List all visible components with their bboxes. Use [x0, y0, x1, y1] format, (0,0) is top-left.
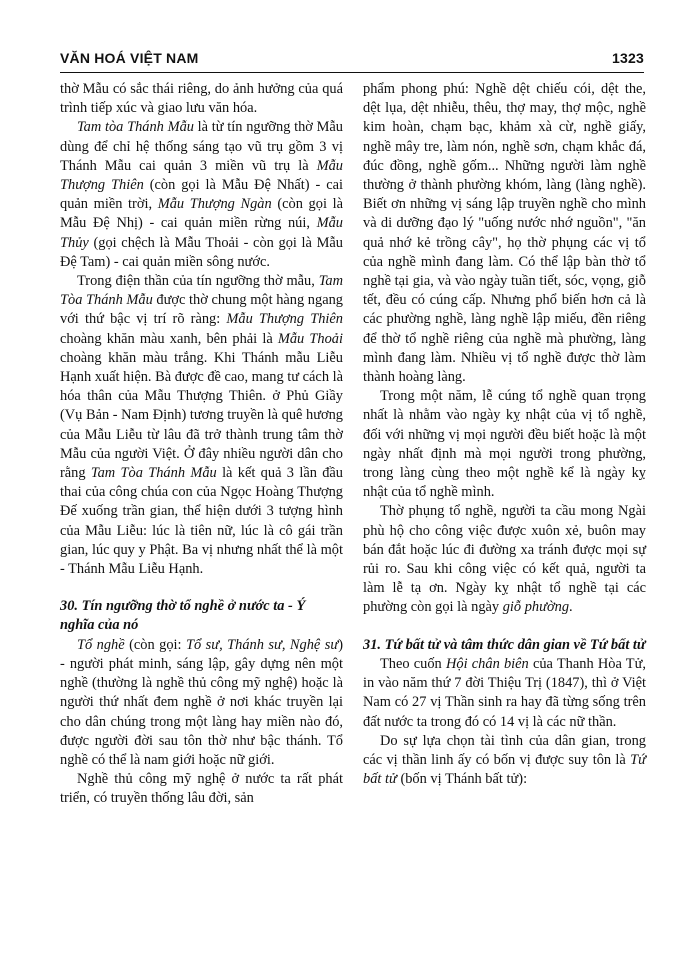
paragraph [60, 636, 343, 770]
text-run: (còn gọi là Mẫu Đệ Nhị) - cai quản miền rừng núi, [60, 196, 343, 232]
text-run: Theo cuốn [380, 655, 446, 672]
italic-term: Tam Tòa Thánh Mẫu [60, 273, 343, 309]
italic-term: Tam Tòa Thánh Mẫu [90, 465, 217, 482]
text-run: là kết quả 3 lần đầu thai của công chúa con của Ngọc Hoàng Thượng Đế xuống trần gian, thể hiện dưới 3 tượng hình của Mẫu Liễu: lúc là tiên nữ, lúc là cô gái trần gian, lúc quy y Phật. Ba vị nhưng nhất thể là một - Thánh Mẫu Liễu Hạnh. [60, 465, 344, 578]
text-run: ) - người phát minh, sáng lập, gây dựng nên một nghề (thường là nghề thủ công mỹ nghệ) hoặc là người thứ nhất đem nghề ở nơi khác truyền lại cho dân chúng trong một làng hay miền nào đó, được người đời sau tôn thờ như bậc thánh. Tổ nghề có thể là nam giới hoặc nữ giới. [60, 636, 343, 768]
italic-term: Mẫu Thượng Thiên [60, 157, 343, 194]
text-run: (còn gọi là Mẫu Đệ Nhất) - cai quản miền trời, [60, 177, 343, 213]
section-gap [363, 618, 646, 636]
italic-term: Mẫu Thủy [60, 215, 343, 251]
text-run: Trong điện thần của tín ngưỡng thờ mẫu, [77, 273, 319, 290]
header-rule [60, 72, 644, 73]
section-gap [60, 579, 343, 597]
text-run: choàng khăn màu trắng. Khi Thánh mẫu Liễu Hạnh xuất hiện. Bà được đề cao, mang tư cách là hóa thân của Mẫu Thượng Thiên. ở Phủ Giầy (Vụ Bản - Nam Định) tương truyền là quê hương của Mẫu Liễu từ lâu đã trở thành trung tâm thờ Mẫu của người Việt. Ở đây nhiều người dân cho rằng [60, 349, 343, 482]
paragraph [363, 655, 646, 732]
running-title: VĂN HOÁ VIỆT NAM [60, 50, 199, 66]
paragraph: Nghề thủ công mỹ nghệ ở nước ta rất phát triển, có truyền thống lâu đời, sản [60, 771, 343, 807]
text-run: của Thanh Hòa Tử, in vào năm thứ 7 đời Thiệu Trị (1847), thì ở Việt Nam có 27 vị Thần sinh ra hay đã từng sống trên đất nước ta trong đó có 14 vị là các nữ thần. [363, 655, 646, 730]
left-column [60, 80, 343, 809]
text-run: (bốn vị Thánh bất tử): [396, 771, 528, 788]
italic-term: Mẫu Thoải [277, 330, 343, 347]
section-heading-31: 31. Tứ bất tử và tâm thức dân gian về Tứ bất tử [363, 636, 646, 653]
paragraph: phẩm phong phú: Nghề dệt chiếu cói, dệt the, dệt lụa, dệt nhiễu, thêu, thợ may, thợ mộc, nghề kim hoàn, chạm bạc, khảm xà cừ, nghề giấy, nghề mây tre, làm nón, nghề sơn, chạm khắc đá, đúc đồng, nghề gốm... Những người làm nghề thường ở thành phường khóm, làng (làng nghề). Biết ơn những vị sáng lập truyền nghề cho mình và di dưỡng đạo lý "uống nước nhớ nguồn", "ăn quả nhớ kẻ trồng cây", họ thờ phụng các vị tổ của nghề mình đang làm. Có thể lập bàn thờ tổ nghề tại gia, và vào ngày tuần tiết, sóc, vọng, giỗ tết, đều có cúng cấp. Nhưng phổ biến hơn cả là các phường nghề, làng nghề lập miếu, đền riêng để thờ tổ nghề riêng của nghề mà phường, làng mình đang làm. Nhiều vị tổ nghề được thờ làm thành hoàng làng. [363, 81, 646, 386]
italic-term: Tứ bất tử [363, 751, 646, 788]
text-run: là từ tín ngưỡng thờ Mẫu dùng để chỉ hệ thống sáng tạo vũ trụ gồm 3 vị Thánh Mẫu cai quản 3 miền vũ trụ là [60, 119, 343, 174]
paragraph [363, 732, 646, 790]
italic-term: giỗ phường [502, 599, 570, 616]
running-header [60, 48, 644, 72]
right-column [363, 80, 646, 789]
text-run: được thờ chung một hàng ngang với thứ bậc vị trí rõ ràng: [60, 292, 343, 328]
italic-term: Tổ sư, Thánh sư, Nghệ sư [185, 636, 339, 653]
paragraph [363, 502, 646, 617]
paragraph [60, 118, 343, 272]
text-run: Thờ phụng tổ nghề, người ta cầu mong Ngài phù hộ cho công việc được xuôn xẻ, buôn may bán đắt hoặc lúc đi đường xa tránh được mọi sự rủi ro. Sau khi công việc có kết quả, người ta làm lễ tạ ơn. Ngày kỵ nhật tổ nghề tại các phường còn gọi là ngày [363, 503, 646, 616]
paragraph: thờ Mẫu có sắc thái riêng, do ảnh hưởng của quá trình tiếp xúc và giao lưu văn hóa. [60, 81, 343, 117]
paragraph: Trong một năm, lễ cúng tổ nghề quan trọng nhất là nhằm vào ngày kỵ nhật của vị tổ nghề, đối với những vị mọi người đều biết hoặc là một ngày nhất định mà mọi người trong phường, trong làng cùng theo một nghề kể là ngày kỵ nhật của tổ nghề mình. [363, 388, 646, 501]
italic-term: Hội chân biên [445, 655, 529, 672]
paragraph [60, 272, 343, 579]
text-run: . [569, 599, 573, 616]
italic-term: Tam tòa Thánh Mẫu [77, 119, 194, 136]
italic-term: Tổ nghề [77, 636, 125, 653]
text-run: (còn gọi: [124, 636, 186, 653]
page-number: 1323 [612, 50, 644, 66]
text-run: (gọi chệch là Mẫu Thoải - còn gọi là Mẫu Đệ Tam) - cai quản miền sông nước. [60, 234, 343, 270]
text-run: Do sự lựa chọn tài tình của dân gian, trong các vị thần linh ấy có bốn vị được suy tôn là [363, 732, 646, 768]
section-heading-30: 30. Tín ngưỡng thờ tổ nghề ở nước ta - Ý nghĩa của nó [60, 598, 306, 634]
italic-term: Mẫu Thượng Ngàn [157, 196, 272, 213]
text-run: choàng khăn màu xanh, bên phải là [60, 330, 278, 347]
italic-term: Mẫu Thượng Thiên [226, 311, 343, 328]
